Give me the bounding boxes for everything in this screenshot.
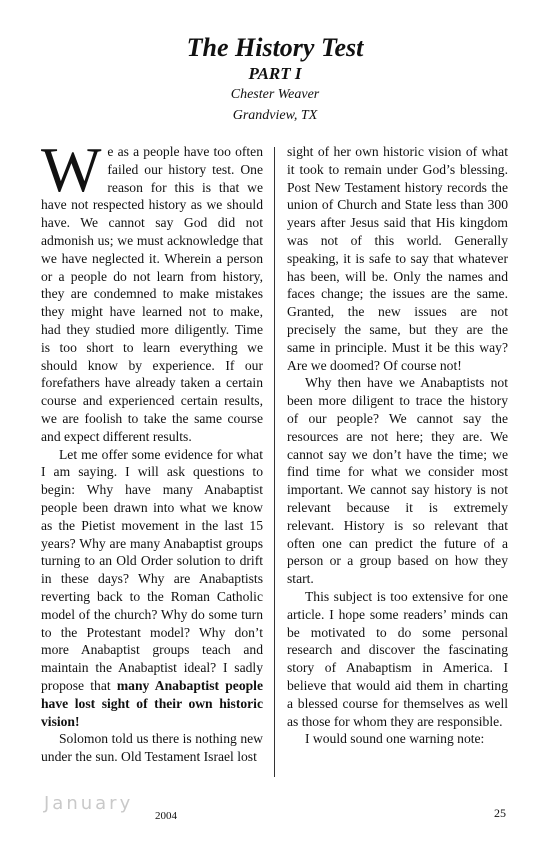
column-right <box>287 143 508 748</box>
paragraph-3 <box>287 143 508 374</box>
paragraph-1-text: e as a people have too often failed our history test. One reason for this is that we have not respected history as we should have. We cannot say God did not admonish us; we must acknowledge that we have neglected it. Wherein a person or a people do not learn from history, they are condemned to make mistakes they might have learned not to make, had they studied more diligently. Time is too short to learn everything we should know by experience. If our forefathers have already taken a certain course and experienced certain results, we are foolish to take the same course and expect different results. <box>41 144 263 444</box>
article-title: The History Test <box>186 33 364 62</box>
paragraph-3-start <box>41 730 263 766</box>
column-divider <box>274 147 275 777</box>
paragraph-2 <box>41 446 263 731</box>
paragraph-3-text: sight of her own historic vision of what it took to remain under God’s blessing. Post New Testament history records the union of Church and State less than 300 years after Jesus said that His kingdom was not of this world. Generally speaking, it is safe to say that whatever has been, will be. Only the names and faces change; the issues are the same. Granted, the new issues are not precisely the same, but they are the same in principle. Must it be this way? Are we doomed? Of course not! <box>287 144 508 373</box>
paragraph-2-text: Let me offer some evidence for what I am saying. I will ask questions to begin: Why have many Anabaptist people been drawn into what we know as the Pietist movement in the last 15 years? Why are many Anabaptist groups turning to an Old Order solution to drift in these days? Why are Anabaptists reverting back to the Roman Catholic model of the church? Why do some turn to the Protestant model? Why don’t more Anabaptist groups teach and maintain the Anabaptist ideal? I sadly propose that <box>41 446 263 693</box>
paragraph-4-text: Why then have we Anabaptists not been more diligent to trace the history of our people? We cannot say the resources are not here; they are. We cannot say we don’t have the time; we find time for what we consider most important. We cannot say history is not relevant because it is extremely relevant. History is so relevant that often one can predict the future of a person or a group based on how they start. <box>287 375 508 587</box>
article-header <box>0 32 550 126</box>
footer-month: January <box>44 793 134 814</box>
paragraph-3-start-text: Solomon told us there is nothing new under the sun. Old Testament Israel lost <box>41 731 263 765</box>
footer-year: 2004 <box>155 810 177 822</box>
column-left <box>41 134 263 766</box>
paragraph-6 <box>287 730 508 748</box>
article-part: PART I <box>248 64 302 83</box>
author-name: Chester Weaver <box>230 87 320 102</box>
author-location: Grandview, TX <box>232 108 318 123</box>
paragraph-1 <box>41 134 263 446</box>
page-number: 25 <box>494 806 506 820</box>
paragraph-4 <box>287 374 508 588</box>
paragraph-5 <box>287 588 508 730</box>
paragraph-5-text: This subject is too extensive for one article. I hope some readers’ minds can be motivated to do some personal research and discover the fascinating story of Anabaptism in America. I believe that would aid them in charting a blessed course for themselves as well as those for whom they are responsible. <box>287 588 508 729</box>
drop-cap: W <box>41 134 102 205</box>
paragraph-2-emphasis: many Anabaptist people have lost sight of their own historic vision! <box>41 677 263 729</box>
paragraph-6-text: I would sound one warning note: <box>305 731 485 747</box>
